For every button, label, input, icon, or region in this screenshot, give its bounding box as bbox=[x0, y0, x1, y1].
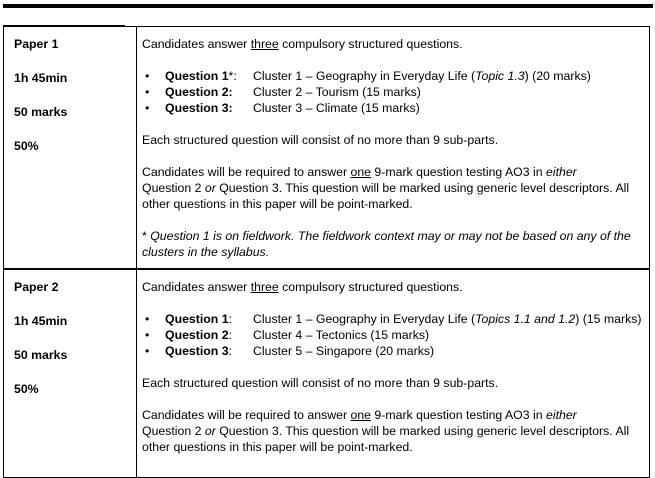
paper-1-duration: 1h 45min bbox=[14, 71, 68, 85]
paper-2-question-list bbox=[142, 311, 643, 359]
ao3-or: or bbox=[204, 181, 216, 195]
question-label bbox=[165, 68, 253, 84]
question-suffix: *: bbox=[228, 69, 237, 83]
top-rule bbox=[3, 4, 653, 8]
intro-underline: three bbox=[250, 37, 279, 51]
question-label bbox=[165, 327, 253, 343]
paper-2-duration: 1h 45min bbox=[14, 314, 68, 328]
ao3-text-mid: 9-mark question testing AO3 in bbox=[371, 165, 546, 179]
paper-1-footnote bbox=[142, 228, 643, 260]
paper-2-title: Paper 2 bbox=[14, 280, 59, 294]
ao3-underline: one bbox=[350, 408, 372, 422]
list-item bbox=[142, 343, 643, 359]
ao3-or: or bbox=[204, 424, 216, 438]
paper-2-weight: 50% bbox=[14, 382, 39, 396]
question-topic: Topic 1.3 bbox=[475, 69, 525, 83]
question-suffix: : bbox=[228, 312, 232, 326]
ao3-question-2: Question 2 bbox=[142, 181, 205, 195]
footnote-star: * bbox=[142, 229, 151, 243]
paper-1-weight: 50% bbox=[14, 139, 39, 153]
question-text: Cluster 3 – Climate (15 marks) bbox=[253, 101, 420, 115]
question-text: Cluster 5 – Singapore (20 marks) bbox=[253, 344, 435, 358]
paper-2-row bbox=[4, 269, 650, 478]
question-label bbox=[165, 100, 253, 116]
paper-1-details-cell bbox=[137, 27, 650, 270]
paper-2-ao3 bbox=[142, 407, 643, 455]
bullet-icon: • bbox=[145, 328, 150, 342]
ao3-text: Candidates will be required to answer bbox=[142, 165, 351, 179]
ao3-text: Candidates will be required to answer bbox=[142, 408, 351, 422]
paper-1-title: Paper 1 bbox=[14, 37, 59, 51]
question-label bbox=[165, 343, 253, 359]
paper-1-question-list bbox=[142, 68, 643, 116]
question-head: Question 3 bbox=[165, 344, 229, 358]
paper-2-details-cell bbox=[137, 269, 650, 478]
question-topic: Topics 1.1 and 1.2 bbox=[475, 312, 576, 326]
list-item bbox=[142, 84, 643, 100]
paper-1-meta-cell bbox=[4, 27, 137, 270]
question-text-end: ) (15 marks) bbox=[575, 312, 642, 326]
question-suffix: : bbox=[228, 328, 232, 342]
question-head: Question 2: bbox=[165, 85, 233, 99]
list-item bbox=[142, 311, 643, 327]
paper-1-subparts: Each structured question will consist of no more than 9 sub-parts. bbox=[142, 133, 499, 147]
ao3-text-mid: 9-mark question testing AO3 in bbox=[371, 408, 546, 422]
intro-underline: three bbox=[250, 280, 279, 294]
paper-1-marks: 50 marks bbox=[14, 105, 68, 119]
question-text: Cluster 4 – Tectonics (15 marks) bbox=[253, 328, 430, 342]
ao3-either: either bbox=[546, 408, 577, 422]
list-item bbox=[142, 68, 643, 84]
paper-2-subparts: Each structured question will consist of no more than 9 sub-parts. bbox=[142, 376, 499, 390]
paper-1-intro bbox=[142, 36, 643, 52]
question-text: Cluster 1 – Geography in Everyday Life ( bbox=[253, 69, 476, 83]
question-suffix: : bbox=[228, 344, 232, 358]
bullet-icon: • bbox=[145, 69, 150, 83]
paper-2-intro bbox=[142, 279, 643, 295]
bullet-icon: • bbox=[145, 312, 150, 326]
bullet-icon: • bbox=[145, 344, 150, 358]
question-label bbox=[165, 311, 253, 327]
intro-text: Candidates answer bbox=[142, 280, 251, 294]
question-text-end: ) (20 marks) bbox=[524, 69, 591, 83]
question-head: Question 3: bbox=[165, 101, 233, 115]
question-text: Cluster 2 – Tourism (15 marks) bbox=[253, 85, 421, 99]
question-head: Question 2 bbox=[165, 328, 229, 342]
bullet-icon: • bbox=[145, 85, 150, 99]
question-head: Question 1 bbox=[165, 69, 229, 83]
ao3-question-2: Question 2 bbox=[142, 424, 205, 438]
intro-text-end: compulsory structured questions. bbox=[278, 37, 463, 51]
list-item bbox=[142, 100, 643, 116]
paper-2-marks: 50 marks bbox=[14, 348, 68, 362]
question-head: Question 1 bbox=[165, 312, 229, 326]
ao3-either: either bbox=[546, 165, 577, 179]
paper-1-ao3 bbox=[142, 164, 643, 212]
bullet-icon: • bbox=[145, 101, 150, 115]
list-item bbox=[142, 327, 643, 343]
ao3-text-end: Question 3. This question will be marked using generic level descriptors. All other questions in this paper will be point-marked. bbox=[142, 424, 630, 454]
paper-spec-table bbox=[3, 26, 650, 478]
ao3-underline: one bbox=[350, 165, 372, 179]
question-text: Cluster 1 – Geography in Everyday Life ( bbox=[253, 312, 476, 326]
question-label bbox=[165, 84, 253, 100]
paper-1-row bbox=[4, 27, 650, 270]
intro-text-end: compulsory structured questions. bbox=[278, 280, 463, 294]
paper-2-meta-cell bbox=[4, 269, 137, 478]
footnote-text: Question 1 is on fieldwork. The fieldwork context may or may not be based on any of the clusters in the syllabus. bbox=[142, 229, 631, 259]
ao3-text-end: Question 3. This question will be marked using generic level descriptors. All other questions in this paper will be point-marked. bbox=[142, 181, 630, 211]
intro-text: Candidates answer bbox=[142, 37, 251, 51]
